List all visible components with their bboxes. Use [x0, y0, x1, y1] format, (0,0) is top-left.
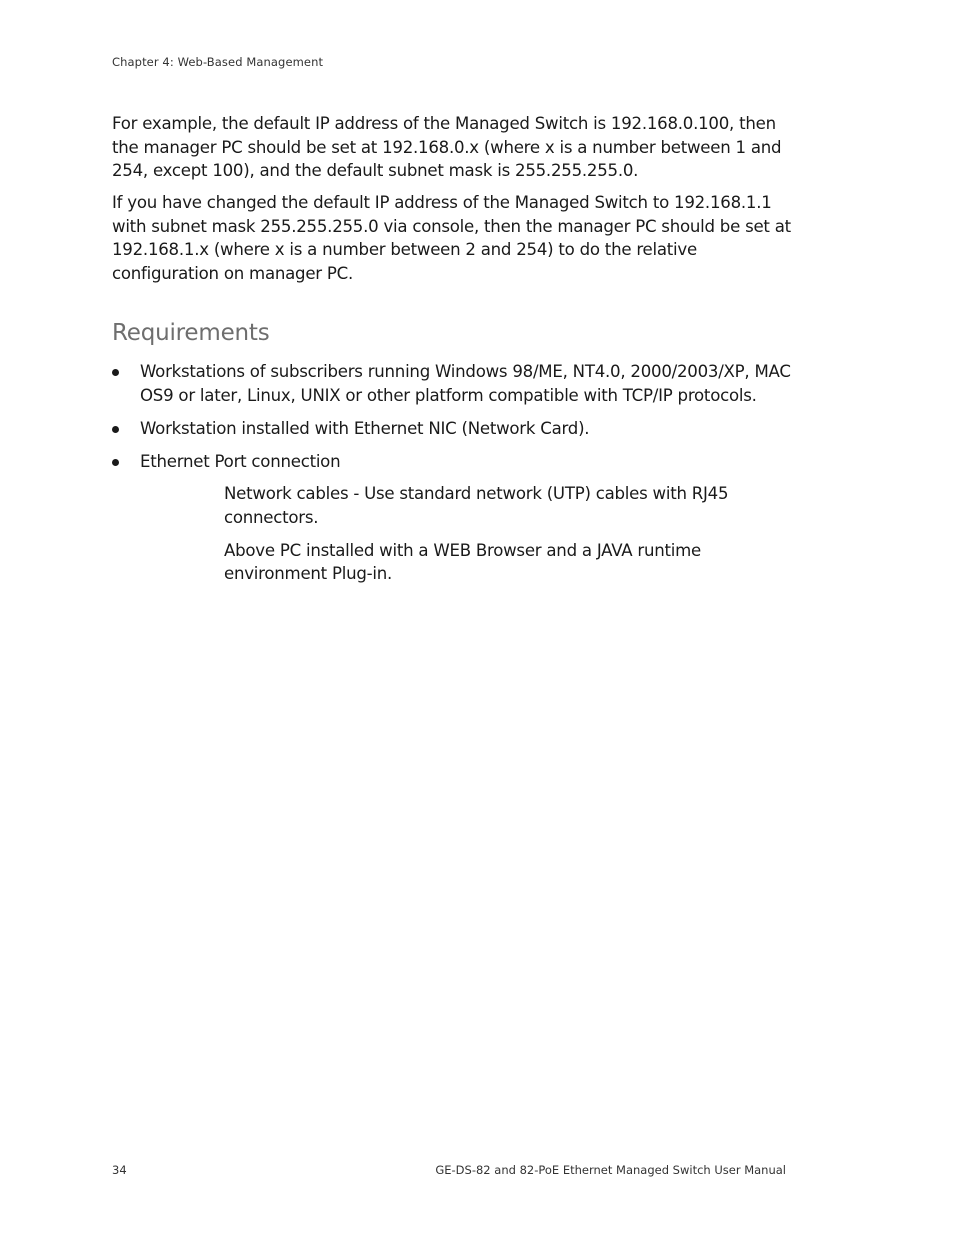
page-number: 34 [112, 1163, 127, 1177]
requirement-item-nic [112, 417, 802, 441]
requirements-list [112, 360, 802, 483]
paragraph-changed-ip: If you have changed the default IP address of the Managed Switch to 192.168.1.1 with subnet mask 255.255.255.0 via console, then the manager PC should be set at 192.168.1.x (where x is a number between 2 and 254) to do the relative configuration on manager PC. [112, 193, 791, 283]
requirement-text: Ethernet Port connection [140, 451, 341, 471]
sub-item-web-browser: Above PC installed with a WEB Browser and a JAVA runtime environment Plug-in. [224, 540, 701, 584]
requirement-text: Workstation installed with Ethernet NIC (Network Card). [140, 418, 590, 438]
requirement-text: Workstations of subscribers running Windows 98/ME, NT4.0, 2000/2003/XP, MAC OS9 or later, Linux, UNIX or other platform compatible with TCP/IP protocols. [140, 362, 791, 405]
requirement-item-ethernet [112, 450, 802, 474]
requirement-item-workstations [112, 360, 802, 407]
requirements-heading: Requirements [112, 320, 270, 346]
manual-title: GE-DS-82 and 82-PoE Ethernet Managed Switch User Manual [435, 1163, 786, 1177]
paragraph-default-ip: For example, the default IP address of the Managed Switch is 192.168.0.100, then the manager PC should be set at 192.168.0.x (where x is a number between 1 and 254, except 100), and the default subnet mask is 255.255.255.0. [112, 114, 782, 181]
bullet-icon [112, 369, 119, 376]
ethernet-sub-list [224, 482, 784, 595]
chapter-header: Chapter 4: Web-Based Management [112, 55, 324, 69]
bullet-icon [112, 459, 119, 466]
bullet-icon [112, 426, 119, 433]
sub-item-network-cables: Network cables - Use standard network (UTP) cables with RJ45 connectors. [224, 484, 729, 527]
